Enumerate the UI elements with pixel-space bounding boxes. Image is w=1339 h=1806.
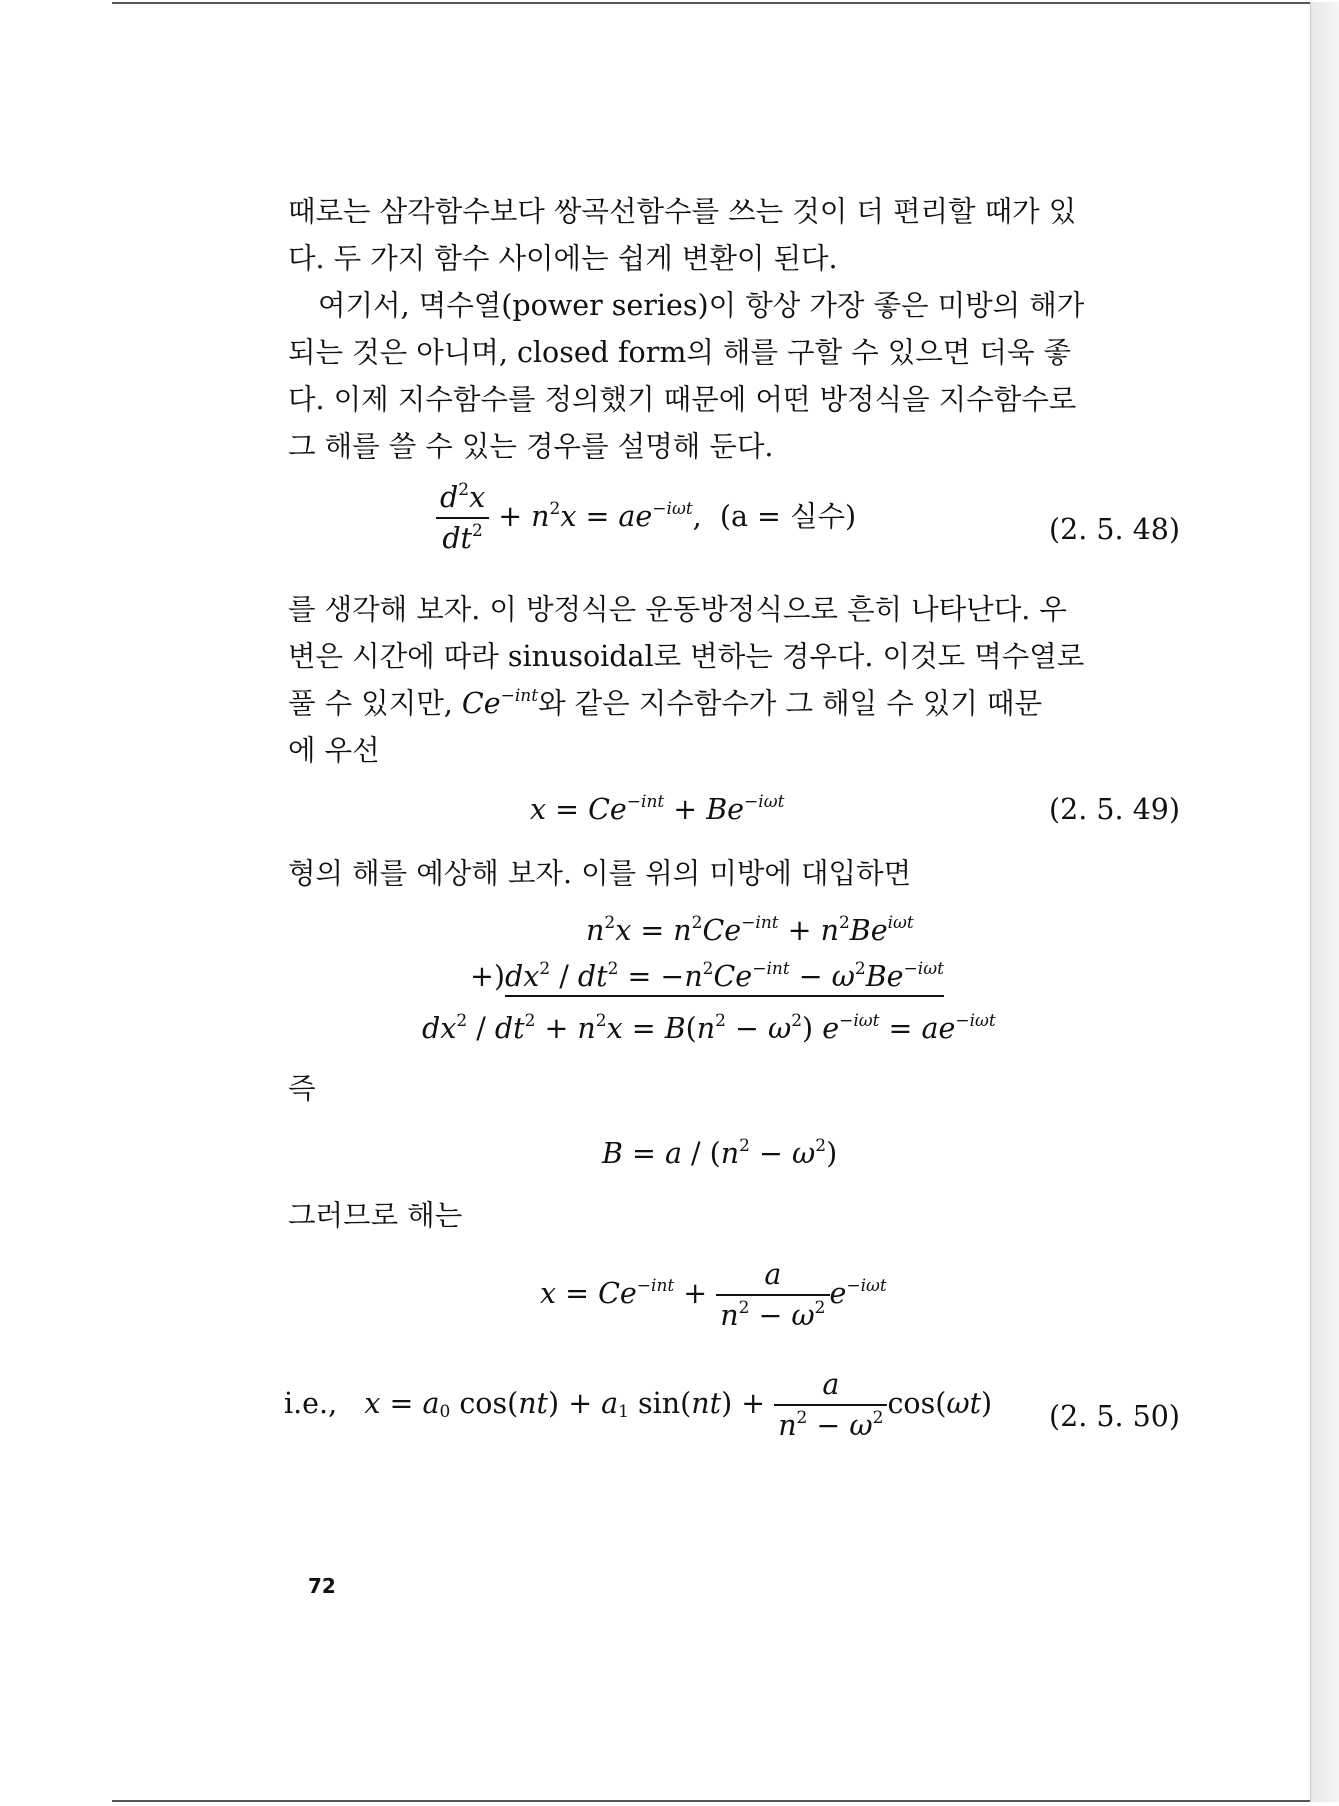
equation-body: $x = Ce^{-int}$ + $\frac{a}{n^2 - \omega^2}$ $e^{-i\omega t}$: [540, 1258, 887, 1332]
equation-row: $+)dx^2 / dt^2 = -n^2Ce^{-int} - \omega^2Be^{-i\omega t}$: [470, 953, 944, 1000]
paragraph-line: 에 우선: [288, 734, 380, 767]
paragraph-line: 그 해를 쓸 수 있는 경우를 설명해 둔다.: [288, 430, 774, 463]
equation-body: $x = Ce^{-int} + Be^{-i\omega t}$: [530, 792, 785, 826]
fraction: $\frac{a}{n^2 - \omega^2}$: [716, 1261, 829, 1330]
paragraph-line: 즉: [288, 1072, 316, 1105]
text-span: 와 같은 지수함수가 그 해일 수 있기 때문: [538, 687, 1042, 720]
equation-prefix: i.e.,: [284, 1387, 338, 1420]
equation-body: $B = a / (n^2 - \omega^2)$: [602, 1136, 838, 1170]
paragraph-line: 다. 이제 지수함수를 정의했기 때문에 어떤 방정식을 지수함수로: [288, 383, 1077, 416]
equation-body: $\frac{d^2x}{dt^2}$ + $n^2x = ae^{-i\omega t}$, (a = 실수): [436, 484, 856, 553]
paragraph-line: 그러므로 해는: [288, 1199, 463, 1232]
paragraph-line: 때로는 삼각함수보다 쌍곡선함수를 쓰는 것이 더 편리할 때가 있: [288, 195, 1077, 228]
equation-note: (a = 실수): [719, 500, 857, 533]
fraction: $\frac{d^2x}{dt^2}$: [436, 484, 489, 553]
text-span: 풀 수 있지만,: [288, 687, 462, 720]
paragraph-line: 풀 수 있지만, $Ce^{-int}$와 같은 지수함수가 그 해일 수 있기 때문: [288, 686, 1042, 720]
equation-row: $dx^2 / dt^2 + n^2x = B(n^2 - \omega^2) e^{-i\omega t} = ae^{-i\omega t}$: [422, 1011, 996, 1045]
equation-addition-block: [288, 907, 1180, 1067]
equation-solution: [288, 1258, 1180, 1365]
paragraph-line: 를 생각해 보자. 이 방정식은 운동방정식으로 흔히 나타난다. 우: [288, 593, 1067, 626]
paragraph-line: 되는 것은 아니며, closed form의 해를 구할 수 있으면 더욱 좋: [288, 336, 1072, 369]
equation-b: [288, 1130, 1180, 1192]
equation-2-5-48: [288, 480, 1180, 580]
equation-number: (2. 5. 50): [1048, 1400, 1180, 1433]
paragraph-line: 여기서, 멱수열(power series)이 항상 가장 좋은 미방의 해가: [318, 289, 1085, 322]
paragraph-line: 변은 시간에 따라 sinusoidal로 변하는 경우다. 이것도 멱수열로: [288, 640, 1085, 673]
equation-2-5-49: [288, 786, 1180, 850]
page-body: [284, 188, 1180, 1471]
page-edge-strip: [1310, 2, 1339, 1802]
equation-2-5-50: [284, 1368, 1180, 1471]
equation-number: (2. 5. 48): [1048, 513, 1180, 546]
paragraph-line: 다. 두 가지 함수 사이에는 쉽게 변환이 된다.: [288, 242, 838, 275]
equation-body: i.e., $x = a_0$ $\cos(nt) + a_1$ sin(nt) + $\frac{a}{n^2 - \omega^2}$ cos(ωt): [284, 1368, 993, 1442]
paragraph-line: 형의 해를 예상해 보자. 이를 위의 미방에 대입하면: [288, 857, 912, 890]
page-number: 72: [308, 1574, 336, 1598]
fraction: $\frac{a}{n^2 - \omega^2}$: [774, 1371, 887, 1440]
equation-row: $n^2x = n^2Ce^{-int} + n^2Be^{i\omega t}$: [586, 913, 914, 947]
equation-number: (2. 5. 49): [1048, 793, 1180, 826]
